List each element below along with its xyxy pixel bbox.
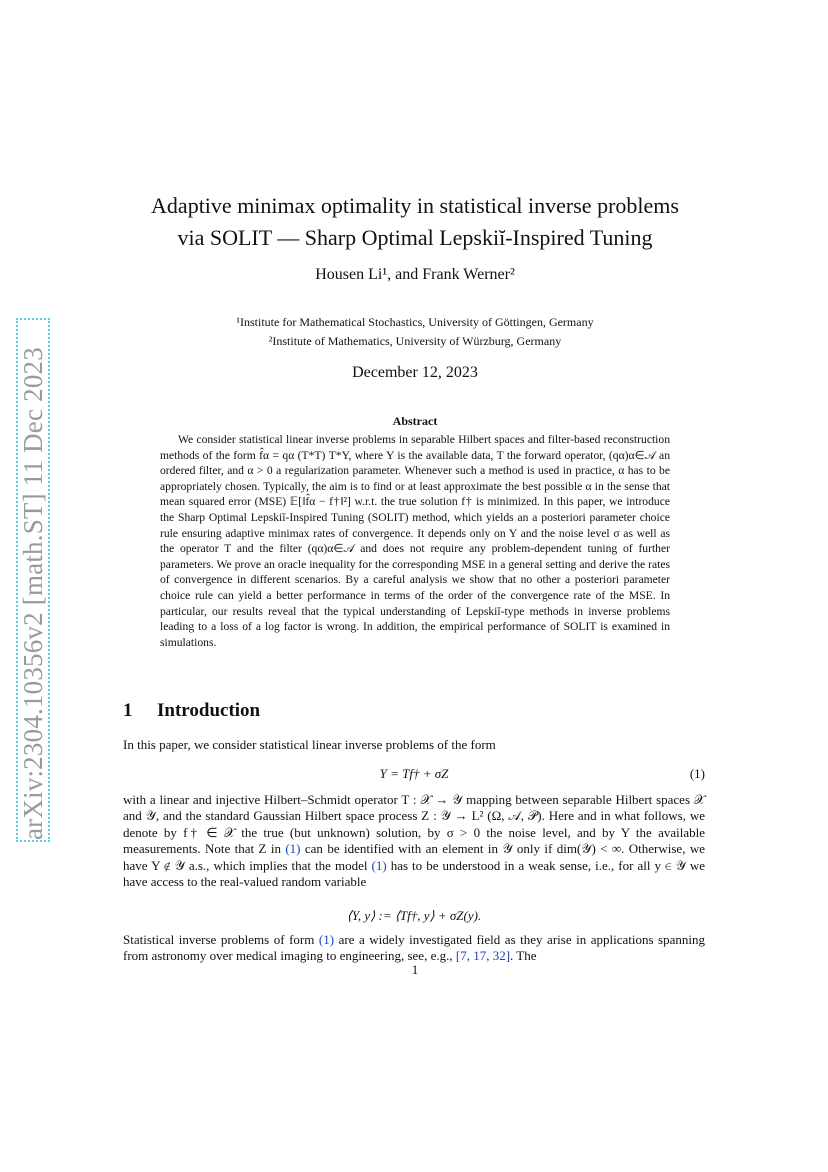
authors: Housen Li¹, and Frank Werner²: [315, 266, 515, 283]
title-line-1: Adaptive minimax optimality in statistical inverse problems: [151, 193, 679, 218]
affiliation-2: ²Institute of Mathematics, University of Würzburg, Germany: [268, 334, 562, 348]
abstract-heading: Abstract: [392, 414, 438, 428]
paragraph-model-text-3: has to be understood in a weak sense, i.e., for all y ∈ 𝒴 we have access to the real-valued random variable: [123, 857, 705, 890]
equation-ref-link[interactable]: (1): [318, 932, 335, 947]
section-heading: [123, 700, 260, 722]
paragraph-model-text-1: with a linear and injective Hilbert–Schmidt operator T : 𝒳 → 𝒴 mapping between separable Hilbert spaces 𝒳 and 𝒴, and the standard Gaussian Hilbert space process Z : 𝒴 → L² (Ω, 𝒜, 𝒫). Here and in what follows, we denote by f† ∈ 𝒳 the true (but unknown) solution, by σ > 0 the noise level, and by Y the available measurements. Note that Z in: [123, 792, 705, 857]
citation-link[interactable]: [7, 17, 32]: [455, 948, 511, 964]
section-title: Introduction: [157, 700, 261, 721]
section-number: 1: [123, 700, 133, 721]
date: December 12, 2023: [352, 364, 478, 381]
paragraph-motivation-text-2: are a widely investigated field as they arise in applications spanning from astronomy over medical imaging to engineering, see, e.g.,: [123, 932, 705, 964]
equation-2: [123, 908, 705, 926]
paragraph-motivation: [123, 932, 705, 965]
equation-ref-link[interactable]: (1): [285, 841, 301, 857]
title-line-2: via SOLIT — Sharp Optimal Lepskiĭ-Inspired Tuning: [177, 225, 653, 250]
affiliation-1: ¹Institute for Mathematical Stochastics, University of Göttingen, Germany: [236, 315, 594, 329]
equation-1: [123, 766, 705, 784]
page-number: 1: [411, 962, 419, 977]
paragraph-model-text-2: can be identified with an element in 𝒴 only if dim(𝒴) < ∞. Otherwise, we have Y ∉ 𝒴 a.s., which implies that the model: [123, 841, 705, 873]
paragraph-motivation-text-3: . The: [510, 948, 537, 964]
equation-2-body: ⟨Y, y⟩ := ⟨Tf†, y⟩ + σZ(y).: [346, 908, 482, 923]
paper-title: [100, 190, 730, 254]
paragraph-model: [123, 792, 705, 890]
paragraph-motivation-text-1: Statistical inverse problems of form: [123, 932, 319, 947]
equation-1-body: Y = Tf† + σZ: [379, 766, 449, 781]
equation-ref-link[interactable]: (1): [371, 857, 387, 873]
intro-sentence: In this paper, we consider statistical linear inverse problems of the form: [123, 737, 496, 752]
arxiv-identifier[interactable]: arXiv:2304.10356v2 [math.ST] 11 Dec 2023: [18, 347, 48, 840]
abstract-text: We consider statistical linear inverse problems in separable Hilbert spaces and filter-based reconstruction methods of the form f̂α = qα (T*T) T*Y, where Y is the available data, T the forward operator, (qα)α∈𝒜 an ordered filter, and α > 0 a regularization parameter. Whenever such a method is used in practice, α has to be appropriately chosen. Typically, the aim is to find or at least approximate the best possible α in the sense that mean squared error (MSE) 𝔼[‖f̂α − f†‖²] w.r.t. the true solution f† is minimized. In this paper, we introduce the Sharp Optimal Lepskiĭ-Inspired Tuning (SOLIT) method, which yields an a posteriori parameter choice rule ensuring adaptive minimax rates of convergence. It depends only on Y and the noise level σ as well as the operator T and the filter (qα)α∈𝒜 and does not require any problem-dependent tuning of further parameters. We prove an oracle inequality for the corresponding MSE in a general setting and derive the rates of convergence in different scenarios. By a careful analysis we show that no other a posteriori parameter choice rule can yield a better performance in terms of the order of the convergence rate of the MSE. In particular, our results reveal that the typical understanding of Lepskiĭ-type methods in inverse problems leading to a loss of a log factor is wrong. In addition, the empirical performance of SOLIT is examined in simulations.: [160, 433, 670, 649]
equation-1-number: (1): [689, 766, 705, 781]
